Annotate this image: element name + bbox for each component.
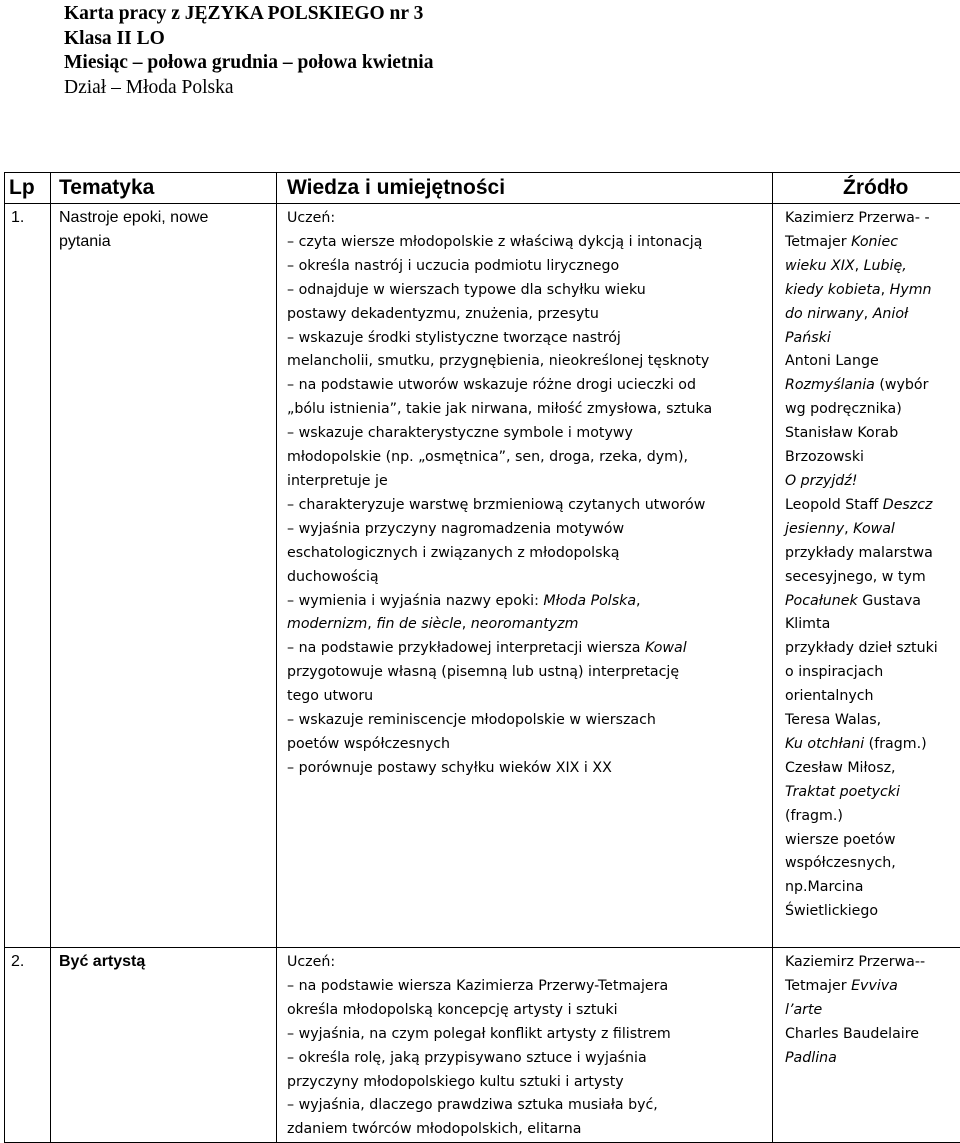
source-line: np.Marcina <box>785 876 960 900</box>
source-title: Evviva <box>851 978 898 994</box>
source-title: l’arte <box>785 1002 822 1018</box>
source-line: przykłady malarstwa <box>785 542 960 566</box>
skill-line: – określa nastrój i uczucia podmiotu lirycznego <box>287 255 772 279</box>
header-title: Karta pracy z JĘZYKA POLSKIEGO nr 3 <box>64 2 433 27</box>
source-line: Klimta <box>785 613 960 637</box>
source-line: wieku XIX, Lubię, <box>785 255 960 279</box>
skill-line: zdaniem twórców młodopolskich, elitarna <box>287 1118 772 1142</box>
skill-line: młodopolskie (np. „osmętnica”, sen, droga, rzeka, dym), <box>287 446 772 470</box>
source-line: Stanisław Korab <box>785 422 960 446</box>
skill-line: eschatologicznych i związanych z młodopolską <box>287 542 772 566</box>
skill-line: duchowością <box>287 566 772 590</box>
source-title: do nirwany <box>785 306 864 322</box>
source-line: do nirwany, Anioł <box>785 303 960 327</box>
skill-line: – wyjaśnia, na czym polegał konflikt artysty z filistrem <box>287 1023 772 1047</box>
source-title: Traktat poetycki <box>785 784 900 800</box>
skill-line: przyczyny młodopolskiego kultu sztuki i artysty <box>287 1071 772 1095</box>
document-header <box>64 2 433 100</box>
skill-line: melancholii, smutku, przygnębienia, nieokreślonej tęsknoty <box>287 350 772 374</box>
source-line: Świetlickiego <box>785 900 960 924</box>
skill-italic: fin de siècle <box>376 616 461 632</box>
curriculum-table <box>4 172 960 1143</box>
source-line <box>785 1047 960 1071</box>
skill-italic: modernizm <box>287 616 367 632</box>
skill-line: – porównuje postawy schyłku wieków XIX i XX <box>287 757 772 781</box>
skills-intro: Uczeń: <box>287 207 772 231</box>
source-title: O przyjdź! <box>785 473 857 489</box>
skill-line: interpretuje je <box>287 470 772 494</box>
skill-line: – wskazuje charakterystyczne symbole i motywy <box>287 422 772 446</box>
source-line: kiedy kobieta, Hymn <box>785 279 960 303</box>
source-line: Antoni Lange <box>785 350 960 374</box>
source-line: Ku otchłani (fragm.) <box>785 733 960 757</box>
skill-line: – wyjaśnia przyczyny nagromadzenia motywów <box>287 518 772 542</box>
row-skills <box>277 948 773 1143</box>
skill-line: – na podstawie wiersza Kazimierza Przerwy-Tetmajera <box>287 975 772 999</box>
skill-line: – czyta wiersze młodopolskie z właściwą dykcją i intonacją <box>287 231 772 255</box>
skill-line: postawy dekadentyzmu, znużenia, przesytu <box>287 303 772 327</box>
source-title: Pocałunek <box>785 593 858 609</box>
skill-line: – odnajduje w wierszach typowe dla schyłku wieku <box>287 279 772 303</box>
source-title: Kowal <box>853 521 895 537</box>
source-title: Hymn <box>890 282 932 298</box>
header-month: Miesiąc – połowa grudnia – połowa kwietnia <box>64 51 433 76</box>
row-sources <box>773 948 960 1143</box>
source-title: wieku XIX <box>785 258 855 274</box>
skill-line: – charakteryzuje warstwę brzmieniową czytanych utworów <box>287 494 772 518</box>
source-title: Pański <box>785 330 831 346</box>
row-skills <box>277 204 773 948</box>
row-sources <box>773 204 960 948</box>
skill-italic: Młoda Polska <box>543 593 636 609</box>
skill-line: tego utworu <box>287 685 772 709</box>
source-title: Padlina <box>785 1050 837 1066</box>
skill-line: modernizm, fin de siècle, neoromantyzm <box>287 613 772 637</box>
table-row <box>5 204 960 948</box>
column-header-lp: Lp <box>5 173 51 204</box>
row-number: 2. <box>5 948 51 1143</box>
source-line: Leopold Staff Deszcz <box>785 494 960 518</box>
row-number: 1. <box>5 204 51 948</box>
source-line: o inspiracjach <box>785 661 960 685</box>
skill-line: „bólu istnienia”, takie jak nirwana, miłość zmysłowa, sztuka <box>287 398 772 422</box>
skill-italic: Kowal <box>645 640 687 656</box>
source-line <box>785 999 960 1023</box>
source-line: Charles Baudelaire <box>785 1023 960 1047</box>
source-title: jesienny <box>785 521 844 537</box>
source-line: orientalnych <box>785 685 960 709</box>
table-row <box>5 948 960 1143</box>
skills-intro: Uczeń: <box>287 951 772 975</box>
source-line: współczesnych, <box>785 852 960 876</box>
source-line: Pocałunek Gustava <box>785 590 960 614</box>
column-header-wiedza: Wiedza i umiejętności <box>277 173 773 204</box>
source-line: (fragm.) <box>785 805 960 829</box>
skill-line: poetów współczesnych <box>287 733 772 757</box>
skill-italic: neoromantyzm <box>471 616 579 632</box>
source-line: wiersze poetów <box>785 829 960 853</box>
row-topic: Być artystą <box>51 948 277 1143</box>
skill-line: – wymienia i wyjaśnia nazwy epoki: Młoda Polska, <box>287 590 772 614</box>
header-class: Klasa II LO <box>64 27 433 52</box>
source-line: Kazimierz Przerwa- - <box>785 207 960 231</box>
source-line: wg podręcznika) <box>785 398 960 422</box>
source-title: Anioł <box>873 306 908 322</box>
table-header-row <box>5 173 960 204</box>
column-header-zrodlo: Źródło <box>773 173 960 204</box>
source-title: Deszcz <box>883 497 933 513</box>
source-line <box>785 327 960 351</box>
skill-line: – na podstawie utworów wskazuje różne drogi ucieczki od <box>287 374 772 398</box>
skill-line: określa młodopolską koncepcję artysty i sztuki <box>287 999 772 1023</box>
header-section: Dział – Młoda Polska <box>64 76 433 101</box>
column-header-tematyka: Tematyka <box>51 173 277 204</box>
skill-line: – wyjaśnia, dlaczego prawdziwa sztuka musiała być, <box>287 1094 772 1118</box>
source-line: Kaziemirz Przerwa-- <box>785 951 960 975</box>
source-line: jesienny, Kowal <box>785 518 960 542</box>
source-line: Teresa Walas, <box>785 709 960 733</box>
source-line: Tetmajer Koniec <box>785 231 960 255</box>
source-title: Koniec <box>851 234 898 250</box>
skill-line: – na podstawie przykładowej interpretacji wiersza Kowal <box>287 637 772 661</box>
skill-line: – określa rolę, jaką przypisywano sztuce i wyjaśnia <box>287 1047 772 1071</box>
source-title: kiedy kobieta <box>785 282 881 298</box>
row-topic <box>51 204 277 948</box>
topic-line: Nastroje epoki, nowe <box>59 206 272 230</box>
source-title: Lubię, <box>864 258 907 274</box>
source-line <box>785 470 960 494</box>
source-line: Brzozowski <box>785 446 960 470</box>
source-title: Ku otchłani <box>785 736 864 752</box>
source-line: secesyjnego, w tym <box>785 566 960 590</box>
skill-line: przygotowuje własną (pisemną lub ustną) interpretację <box>287 661 772 685</box>
topic-line: pytania <box>59 230 272 254</box>
source-line: Rozmyślania (wybór <box>785 374 960 398</box>
source-line: Tetmajer Evviva <box>785 975 960 999</box>
source-title: Rozmyślania <box>785 377 875 393</box>
skill-line: – wskazuje środki stylistyczne tworzące nastrój <box>287 327 772 351</box>
skill-line: – wskazuje reminiscencje młodopolskie w wierszach <box>287 709 772 733</box>
source-line <box>785 781 960 805</box>
source-line: przykłady dzieł sztuki <box>785 637 960 661</box>
source-line: Czesław Miłosz, <box>785 757 960 781</box>
